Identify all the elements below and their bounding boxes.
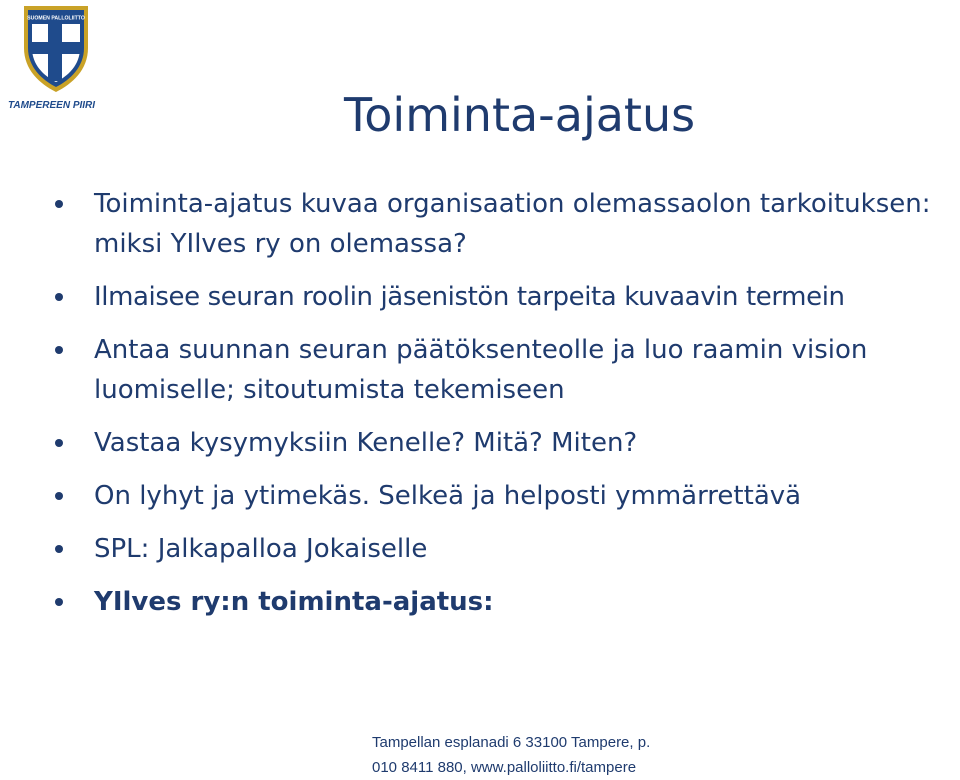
bullet-dot-icon	[55, 439, 63, 447]
bullet-text: Vastaa kysymyksiin Kenelle? Mitä? Miten?	[94, 428, 638, 458]
bullet-text: On lyhyt ja ytimekäs. Selkeä ja helposti ymmärrettävä	[94, 481, 802, 511]
bullet-dot-icon	[55, 598, 63, 606]
bullet-text: YIlves ry:n toiminta-ajatus:	[94, 587, 494, 617]
bullet-dot-icon	[55, 346, 63, 354]
bullet-text: Antaa suunnan seuran päätöksenteolle ja luo raamin vision luomiselle; sitoutumista tekemiseen	[94, 335, 868, 405]
bullet-dot-icon	[55, 492, 63, 500]
footer-address	[372, 730, 650, 780]
footer-line-1: Tampellan esplanadi 6 33100 Tampere, p.	[372, 734, 651, 751]
bullet-text: Toiminta-ajatus kuvaa organisaation olemassaolon tarkoituksen: miksi YIlves ry on olemassa?	[94, 189, 931, 259]
bullet-item	[54, 330, 958, 410]
footer-line-2: 010 8411 880, www.palloliitto.fi/tampere	[372, 759, 637, 776]
bullet-item	[54, 529, 958, 569]
logo	[8, 4, 98, 114]
bullet-item	[54, 277, 958, 317]
bullet-list	[54, 184, 958, 635]
palloliitto-shield-icon	[20, 4, 92, 94]
bullet-dot-icon	[55, 200, 63, 208]
bullet-item	[54, 184, 958, 264]
bullet-item	[54, 476, 958, 516]
bullet-item	[54, 423, 958, 463]
bullet-dot-icon	[55, 545, 63, 553]
bullet-text: Ilmaisee seuran roolin jäsenistön tarpeita kuvaavin termein	[94, 282, 845, 312]
bullet-item	[54, 582, 958, 622]
bullet-dot-icon	[55, 293, 63, 301]
slide-title: Toiminta-ajatus	[344, 88, 696, 142]
bullet-text: SPL: Jalkapalloa Jokaiselle	[94, 534, 428, 564]
logo-caption: TAMPEREEN PIIRI	[8, 100, 96, 111]
shield-text: SUOMEN PALLOLIITTO	[27, 15, 85, 22]
